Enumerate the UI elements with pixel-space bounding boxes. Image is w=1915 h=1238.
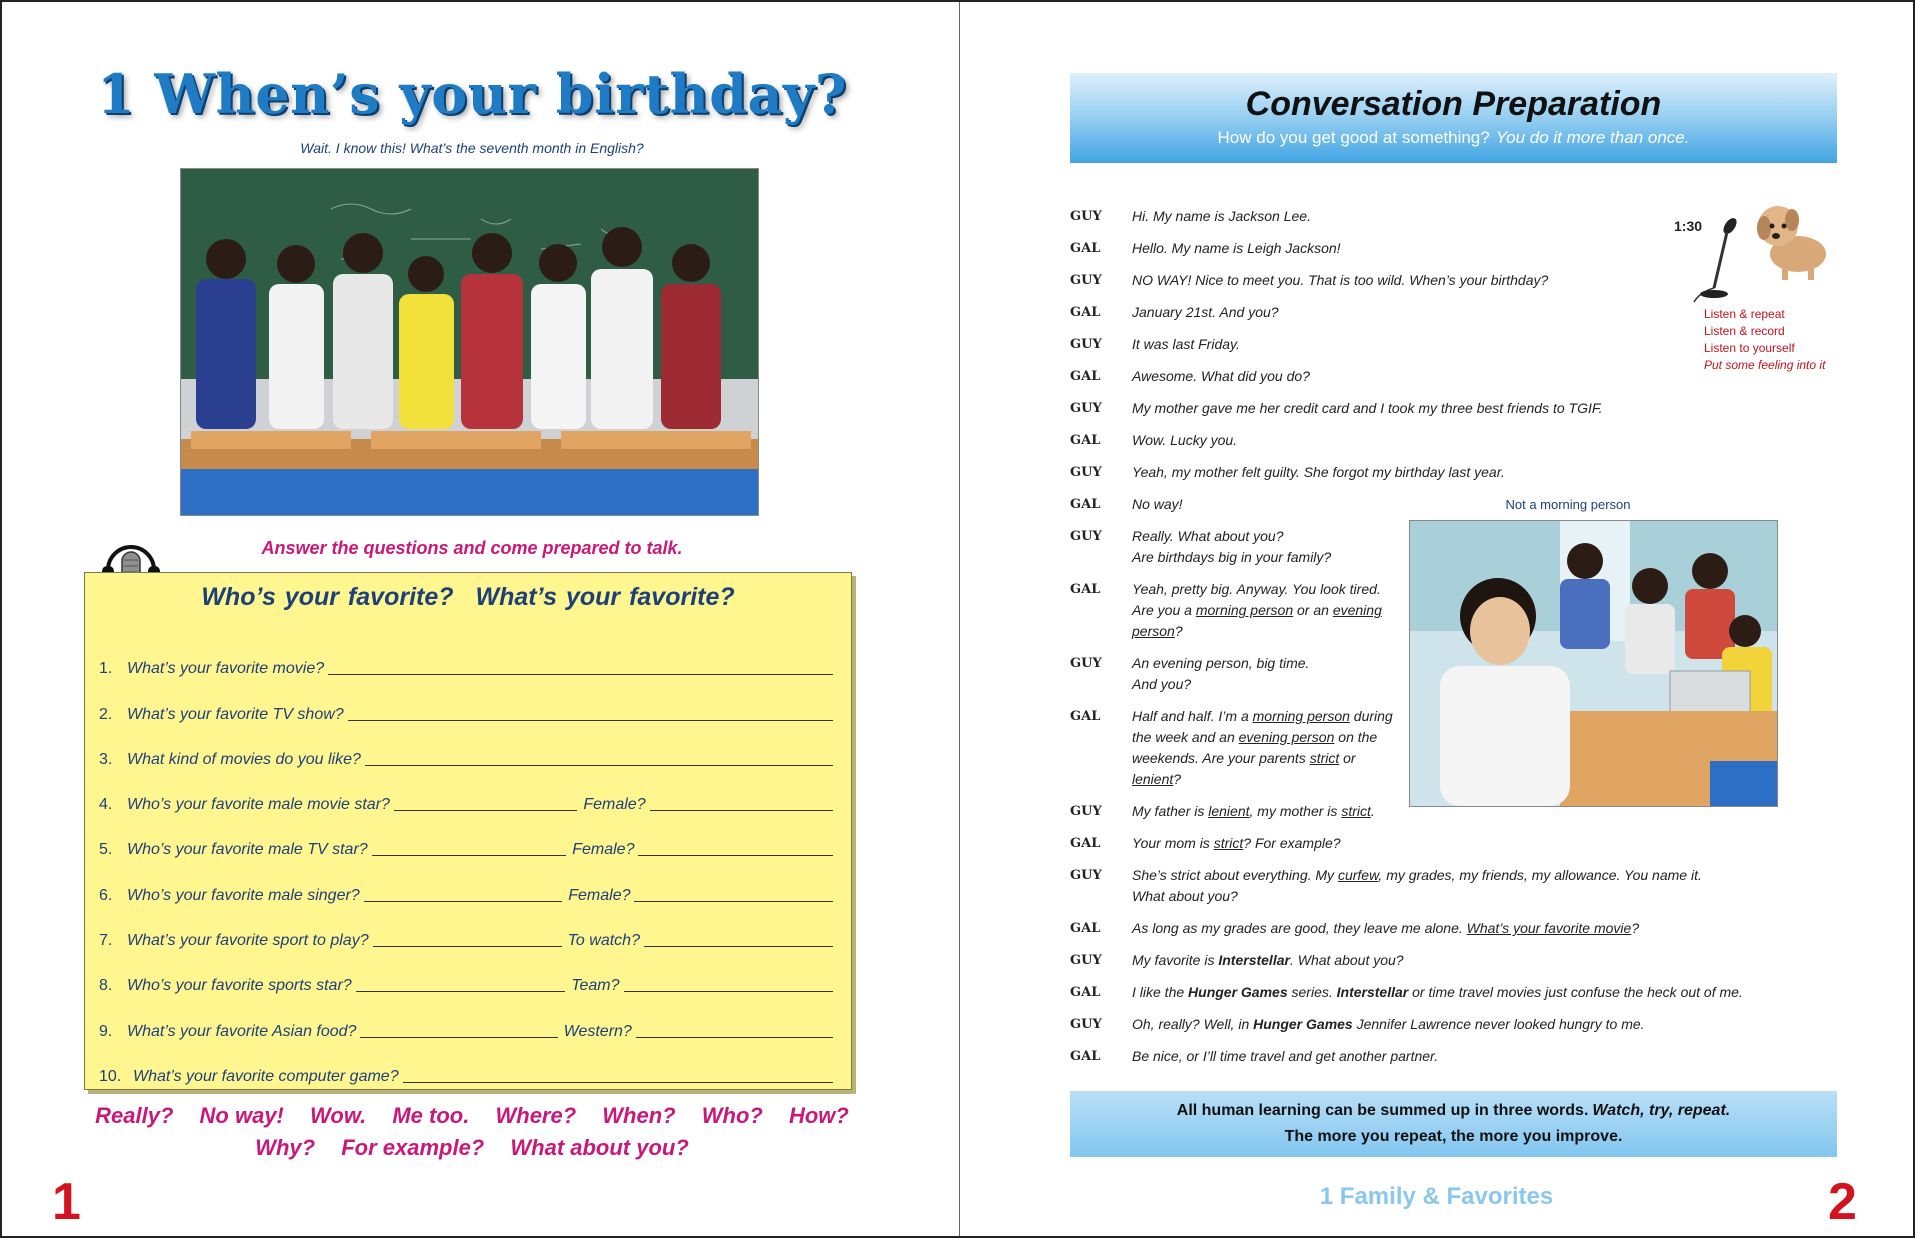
quote-box bbox=[1070, 1091, 1837, 1157]
speech-part: during the week and an bbox=[1132, 708, 1393, 745]
speech: Wow. Lucky you. bbox=[1132, 432, 1238, 448]
dialogue-line bbox=[1070, 1046, 1870, 1067]
speaker: GUY bbox=[1070, 273, 1102, 288]
banner-sub-italic: You do it more than once. bbox=[1495, 128, 1690, 147]
sleepy-student-photo bbox=[1409, 520, 1778, 807]
expression: Where? bbox=[495, 1103, 577, 1128]
banner-title: Conversation Preparation bbox=[1245, 85, 1662, 123]
speaker: GAL bbox=[1070, 241, 1101, 256]
speech-part: My favorite is bbox=[1132, 952, 1219, 968]
question-text: What’s your favorite Asian food? bbox=[127, 1022, 357, 1040]
answer-line[interactable] bbox=[328, 674, 833, 675]
speech: Hi. My name is Jackson Lee. bbox=[1132, 208, 1311, 224]
question-second-text: Team? bbox=[571, 977, 620, 995]
question-text: Who’s your favorite sports star? bbox=[127, 977, 352, 995]
speech-part: Yeah, pretty big. Anyway. You look tired. Are you a bbox=[1132, 581, 1381, 618]
question-number: 8. bbox=[99, 977, 113, 995]
expression: How? bbox=[788, 1103, 849, 1128]
question-row bbox=[99, 769, 833, 814]
vocab-term: morning person bbox=[1252, 708, 1350, 724]
question-number: 10. bbox=[99, 1067, 122, 1085]
answer-line[interactable] bbox=[348, 720, 833, 721]
answer-line-second[interactable] bbox=[624, 991, 834, 992]
speaker: GAL bbox=[1070, 985, 1101, 1000]
speaker: GUY bbox=[1070, 401, 1102, 416]
speech-part: As long as my grades are good, they leave me alone. bbox=[1132, 920, 1467, 936]
page-title: 1 When’s your birthday? bbox=[97, 62, 847, 126]
speech: Yeah, my mother felt guilty. She forgot my birthday last year. bbox=[1132, 464, 1505, 480]
microphone-stand-icon[interactable] bbox=[1692, 214, 1740, 304]
speech-part: What about you? bbox=[1132, 888, 1238, 904]
question-text: Who’s your favorite male singer? bbox=[127, 886, 360, 904]
question-row bbox=[99, 995, 833, 1040]
speech-part: . bbox=[1370, 803, 1375, 819]
speech-part: An evening person, big time. bbox=[1132, 655, 1310, 671]
question-number: 6. bbox=[99, 886, 113, 904]
quote-italic: Watch, try, repeat. bbox=[1592, 1102, 1731, 1119]
dialogue-line bbox=[1070, 950, 1870, 971]
question-list bbox=[99, 633, 833, 1086]
question-second-text: Western? bbox=[563, 1022, 632, 1040]
vocab-term: strict bbox=[1341, 803, 1371, 819]
speaker: GAL bbox=[1070, 369, 1101, 384]
speech: It was last Friday. bbox=[1132, 336, 1240, 352]
expression: No way! bbox=[199, 1103, 284, 1128]
answer-line[interactable] bbox=[373, 946, 562, 947]
speaker: GUY bbox=[1070, 656, 1102, 671]
question-text: What kind of movies do you like? bbox=[127, 750, 361, 768]
question-second-text: Female? bbox=[572, 841, 635, 859]
dialogue-line bbox=[1070, 430, 1870, 451]
speech-part: Are birthdays big in your family? bbox=[1132, 549, 1332, 565]
question-text: Who’s your favorite male movie star? bbox=[127, 796, 390, 814]
dialogue-line bbox=[1070, 1014, 1870, 1035]
expression: For example? bbox=[341, 1135, 485, 1160]
vocab-term: lenient bbox=[1132, 771, 1174, 787]
answer-line-second[interactable] bbox=[644, 946, 833, 947]
speech-part: ? bbox=[1174, 623, 1183, 639]
speech: Be nice, or I’ll time travel and get another partner. bbox=[1132, 1048, 1439, 1064]
question-row bbox=[99, 950, 833, 995]
speech-part: Half and half. I’m a bbox=[1132, 708, 1253, 724]
question-text: What’s your favorite sport to play? bbox=[127, 932, 369, 950]
answer-line-second[interactable] bbox=[636, 1037, 833, 1038]
expression: What about you? bbox=[510, 1135, 689, 1160]
speaker: GAL bbox=[1070, 305, 1101, 320]
speaker: GUY bbox=[1070, 209, 1102, 224]
speaker: GUY bbox=[1070, 804, 1102, 819]
banner-subtitle bbox=[1070, 128, 1837, 148]
listening-tips bbox=[1704, 306, 1825, 374]
answer-line[interactable] bbox=[372, 855, 567, 856]
speech-part: My father is bbox=[1132, 803, 1209, 819]
speech-part: I like the bbox=[1132, 984, 1189, 1000]
speech bbox=[1132, 918, 1639, 939]
expression: Me too. bbox=[392, 1103, 470, 1128]
speech bbox=[1132, 526, 1402, 568]
speaker: GAL bbox=[1070, 582, 1101, 597]
heading-who: Who’s your favorite? bbox=[201, 583, 454, 611]
tip: Listen to yourself bbox=[1704, 341, 1795, 355]
answer-line-second[interactable] bbox=[638, 855, 833, 856]
speech bbox=[1132, 706, 1402, 790]
answer-line[interactable] bbox=[394, 810, 577, 811]
vocab-term: evening person bbox=[1132, 602, 1382, 639]
speaker: GAL bbox=[1070, 433, 1101, 448]
expressions-row-2 bbox=[2, 1132, 942, 1164]
page-number-right: 2 bbox=[1828, 1173, 1857, 1231]
question-row bbox=[99, 724, 833, 769]
expressions-row-1 bbox=[2, 1100, 942, 1132]
banner-sub-plain: How do you get good at something? bbox=[1217, 128, 1490, 147]
speech: Awesome. What did you do? bbox=[1132, 368, 1310, 384]
question-second-text: Female? bbox=[568, 886, 631, 904]
answer-line[interactable] bbox=[364, 901, 563, 902]
speech-part: Oh, really? Well, in bbox=[1132, 1016, 1254, 1032]
page-subtitle: Wait. I know this! What’s the seventh month in English? bbox=[300, 140, 644, 156]
worksheet-heading bbox=[85, 583, 851, 612]
expression: Why? bbox=[255, 1135, 316, 1160]
speech bbox=[1132, 653, 1402, 695]
question-row bbox=[99, 633, 833, 678]
speech bbox=[1132, 865, 1702, 907]
record-time: 1:30 bbox=[1674, 218, 1703, 234]
page-number-left: 1 bbox=[52, 1173, 81, 1231]
puppy-icon bbox=[1748, 196, 1836, 282]
speaker: GUY bbox=[1070, 465, 1102, 480]
speech-part: Really. What about you? bbox=[1132, 528, 1284, 544]
speech-part: or time travel movies just confuse the heck out of me. bbox=[1408, 984, 1743, 1000]
speaker: GAL bbox=[1070, 709, 1101, 724]
vocab-term: morning person bbox=[1195, 602, 1294, 618]
instruction-text: Answer the questions and come prepared to talk. bbox=[261, 538, 683, 558]
vocab-term: curfew bbox=[1337, 867, 1379, 883]
speech bbox=[1132, 833, 1341, 854]
dialogue-line bbox=[1070, 398, 1870, 419]
speech bbox=[1132, 801, 1402, 822]
speaker: GUY bbox=[1070, 868, 1102, 883]
answer-line-second[interactable] bbox=[634, 901, 833, 902]
speech bbox=[1132, 579, 1402, 642]
question-second-text: Female? bbox=[583, 796, 646, 814]
question-row bbox=[99, 905, 833, 950]
answer-line[interactable] bbox=[365, 765, 833, 766]
question-second-text: To watch? bbox=[567, 932, 640, 950]
quote-line-2: The more you repeat, the more you improve. bbox=[1284, 1128, 1623, 1145]
speech-part: ? bbox=[1631, 920, 1640, 936]
movie-title: Hunger Games bbox=[1253, 1016, 1353, 1032]
useful-expressions bbox=[2, 1100, 942, 1164]
speaker: GAL bbox=[1070, 497, 1101, 512]
vocab-term: evening person bbox=[1238, 729, 1335, 745]
speech bbox=[1132, 982, 1743, 1003]
expression: When? bbox=[602, 1103, 676, 1128]
vocab-term: What’s your favorite movie bbox=[1466, 920, 1632, 936]
quote-plain: All human learning can be summed up in three words. bbox=[1176, 1102, 1589, 1119]
dialogue-line bbox=[1070, 865, 1870, 907]
students-phones-photo bbox=[180, 168, 759, 516]
speaker: GUY bbox=[1070, 337, 1102, 352]
speech-part: ? For example? bbox=[1243, 835, 1341, 851]
answer-line[interactable] bbox=[360, 1037, 557, 1038]
speech: NO WAY! Nice to meet you. That is too wild. When’s your birthday? bbox=[1132, 272, 1549, 288]
speech bbox=[1132, 1014, 1645, 1035]
dialogue-line bbox=[1070, 982, 1870, 1003]
speech-part: series. bbox=[1287, 984, 1337, 1000]
dialogue-line bbox=[1070, 918, 1870, 939]
photo-caption: Not a morning person bbox=[1505, 497, 1631, 512]
question-row bbox=[99, 678, 833, 723]
speaker: GAL bbox=[1070, 836, 1101, 851]
question-row bbox=[99, 1041, 833, 1086]
answer-line[interactable] bbox=[403, 1082, 833, 1083]
movie-title: Interstellar bbox=[1218, 952, 1290, 968]
question-number: 5. bbox=[99, 841, 113, 859]
answer-line[interactable] bbox=[356, 991, 566, 992]
question-text: What’s your favorite movie? bbox=[127, 660, 325, 678]
vocab-term: strict bbox=[1213, 835, 1244, 851]
tip: Listen & record bbox=[1704, 324, 1785, 338]
speech-part: Jennifer Lawrence never looked hungry to me. bbox=[1352, 1016, 1645, 1032]
question-row bbox=[99, 859, 833, 904]
question-text: What’s your favorite computer game? bbox=[133, 1067, 399, 1085]
question-text: Who’s your favorite male TV star? bbox=[127, 841, 368, 859]
speaker: GAL bbox=[1070, 921, 1101, 936]
speech-part: And you? bbox=[1132, 676, 1192, 692]
movie-title: Hunger Games bbox=[1188, 984, 1288, 1000]
speech: January 21st. And you? bbox=[1132, 304, 1279, 320]
heading-what: What’s your favorite? bbox=[475, 583, 735, 611]
speech-part: on the weekends. Are your parents bbox=[1132, 729, 1378, 766]
section-banner bbox=[1070, 73, 1837, 163]
question-number: 7. bbox=[99, 932, 113, 950]
speaker: GAL bbox=[1070, 1049, 1101, 1064]
speech: Hello. My name is Leigh Jackson! bbox=[1132, 240, 1341, 256]
right-page bbox=[960, 2, 1913, 1236]
answer-line-second[interactable] bbox=[650, 810, 833, 811]
question-number: 2. bbox=[99, 705, 113, 723]
speech-part: , my grades, my friends, my allowance. You name it. bbox=[1378, 867, 1702, 883]
speech: My mother gave me her credit card and I took my three best friends to TGIF. bbox=[1132, 400, 1603, 416]
speaker: GUY bbox=[1070, 953, 1102, 968]
speech: No way! bbox=[1132, 496, 1183, 512]
left-page bbox=[2, 2, 960, 1236]
quote-line-1 bbox=[1070, 1098, 1837, 1124]
favorites-worksheet bbox=[84, 572, 852, 1090]
expression: Really? bbox=[95, 1103, 174, 1128]
question-number: 1. bbox=[99, 660, 113, 678]
speech-part: Your mom is bbox=[1132, 835, 1214, 851]
tip: Listen & repeat bbox=[1704, 307, 1785, 321]
question-number: 4. bbox=[99, 796, 113, 814]
expression: Wow. bbox=[310, 1103, 367, 1128]
movie-title: Interstellar bbox=[1336, 984, 1409, 1000]
speech-part: She’s strict about everything. My bbox=[1132, 867, 1338, 883]
question-number: 3. bbox=[99, 750, 113, 768]
vocab-term: strict bbox=[1309, 750, 1340, 766]
expression: Who? bbox=[701, 1103, 763, 1128]
speaker: GUY bbox=[1070, 529, 1102, 544]
vocab-term: lenient bbox=[1208, 803, 1250, 819]
speech-part: ? bbox=[1173, 771, 1182, 787]
question-text: What’s your favorite TV show? bbox=[127, 705, 344, 723]
tip: Put some feeling into it bbox=[1704, 358, 1826, 372]
speech-part: or an bbox=[1293, 602, 1333, 618]
speech-part: , my mother is bbox=[1249, 803, 1342, 819]
speech bbox=[1132, 950, 1404, 971]
question-row bbox=[99, 814, 833, 859]
speech-part: or bbox=[1339, 750, 1356, 766]
speech-part: . What about you? bbox=[1289, 952, 1404, 968]
dialogue-line bbox=[1070, 462, 1870, 483]
question-number: 9. bbox=[99, 1022, 113, 1040]
unit-footer: 1 Family & Favorites bbox=[1319, 1183, 1554, 1210]
speaker: GUY bbox=[1070, 1017, 1102, 1032]
dialogue-line bbox=[1070, 833, 1870, 854]
